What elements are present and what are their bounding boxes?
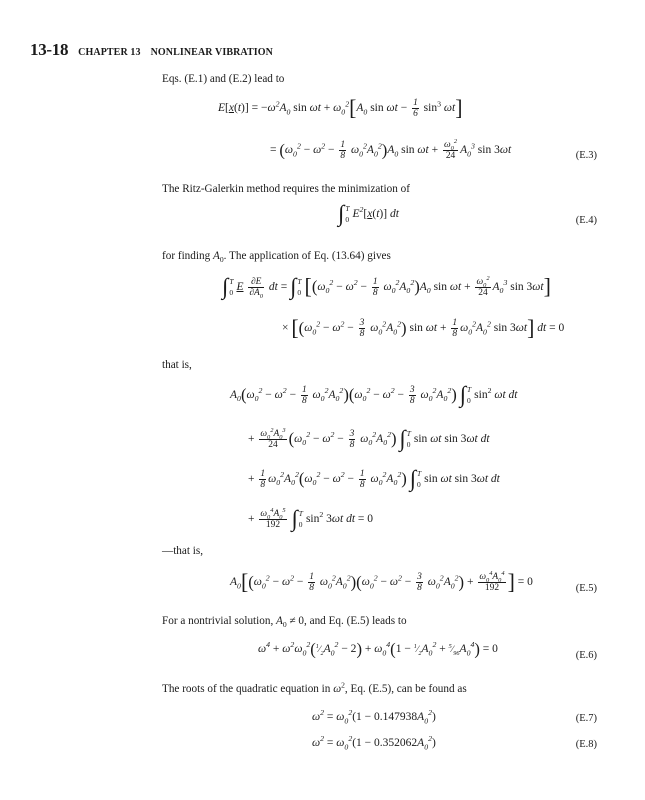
equation-number-e7: (E.7) [575,713,597,724]
e7-coefficient: 0.147938 [374,711,418,723]
running-header [30,40,273,60]
equation-expanded-line1: $A_0(\omega_0^2 - \omega^2$ − $\frac{1}{8}$ $\omega_0^2A_0^2)(\omega_0^2 - \omega^2$ − $\frac{3}{8}$ $\omega_0^2A_0^2$) ∫ T 0 $\sin^2 \omega t$ dt [230,382,518,408]
equation-e4: ∫ T 0 $E^2[x(t)]$ dt [338,201,399,227]
paragraph-ritz-galerkin: The Ritz-Galerkin method requires the minimization of [162,183,410,195]
chapter-title: NONLINEAR VIBRATION [150,47,273,58]
equation-number-e4: (E.4) [575,215,597,226]
equation-e5: $A_0[(\omega_0^2 - \omega^2$ − $\frac{1}{8}$ $\omega_0^2A_0^2)(\omega_0^2 - \omega^2$ − $\frac{3}{8}$ $\omega_0^2A_0^2$) + $\frac{\omega_0^4A_0^4}{192}$ ] = 0 [230,569,533,594]
paragraph-that-is: that is, [162,359,192,371]
equation-number-e6: (E.6) [575,650,597,661]
equation-application-line2: × [($\omega_0^2 - \omega^2$ − $\frac{3}{8}$ $\omega_0^2A_0^2$) sin ωt + $\frac{1}{8}$ $\omega_0^2A_0^2$ sin 3ωt] dt = 0 [282,315,565,340]
equation-number-e5: (E.5) [575,583,597,594]
page-number: 13-18 [30,40,69,59]
equation-number-e8: (E.8) [575,739,597,750]
paragraph-nontrivial: For a nontrivial solution, $A_0 \ne 0$, and Eq. (E.5) leads to [162,615,407,630]
equation-e8: $\omega^2 = \omega_0^2(1 - 0.352062A_0^2)$ [312,734,436,752]
equation-expanded-line3: + $\frac{1}{8}$ $\omega_0^2A_0^2(\omega_0^2 - \omega^2$ − $\frac{1}{8}$ $\omega_0^2A_0^2$) ∫ T 0 sin ωt sin 3ωt dt [248,466,500,492]
paragraph-application: for finding $A_0$. The application of Eq. (13.64) gives [162,250,391,265]
paragraph-eqs-lead: Eqs. (E.1) and (E.2) lead to [162,73,285,85]
equation-e7: $\omega^2 = \omega_0^2(1 - 0.147938A_0^2)$ [312,708,436,726]
equation-e6: $\omega^4$ + $\omega^2\omega_0^2(^1⁄_2A_0^2 - 2) + \omega_0^4(1$ − $^1⁄_2A_0^2$ + $^5⁄_{96}A_0^4) = 0$ [258,639,498,659]
e8-coefficient: 0.352062 [374,737,418,749]
chapter-label: CHAPTER 13 [78,47,141,58]
equation-e3-line2: = ($\omega_0^2 - \omega^2$ − $\frac{1}{8}$ $\omega_0^2A_0^2)A_0$ sin ωt + $\frac{\omega_0^2}{24}$ $A_0^3$ sin 3ωt [270,137,512,161]
equation-expanded-line4: + $\frac{\omega_0^4A_0^5}{192}$ ∫ T 0 $\sin^2 3\omega t$ dt = 0 [248,506,374,532]
paragraph-roots: The roots of the quadratic equation in $\omega^2$, Eq. (E.5), can be found as [162,680,467,695]
equation-number-e3: (E.3) [575,150,597,161]
equation-e3-line1: $E[x(t)] = -\omega^2A_0$ $\sin \omega t + \omega_0^2[A_0$ sin ωt − $\frac{1}{6}$ $\sin^3 \omega t$] [218,95,463,120]
paragraph-that-is-dash: —that is, [162,545,204,557]
equation-application-line1: ∫ T 0 E $\frac{\partial E}{\partial A_0}$ dt = ∫ T 0 [($\omega_0^2 - \omega^2$ − $\frac{1}{8}$ $\omega_0^2A_0^2)A_0$ sin ωt + $\frac{\omega_0^2}{24}$ $A_0^3$ sin 3ωt] [222,274,551,300]
equation-expanded-line2: + $\frac{\omega_0^2A_0^3}{24}$ ($\omega_0^2 - \omega^2$ − $\frac{3}{8}$ $\omega_0^2A_0^2$) ∫ T 0 sin ωt sin 3ωt dt [248,426,490,452]
